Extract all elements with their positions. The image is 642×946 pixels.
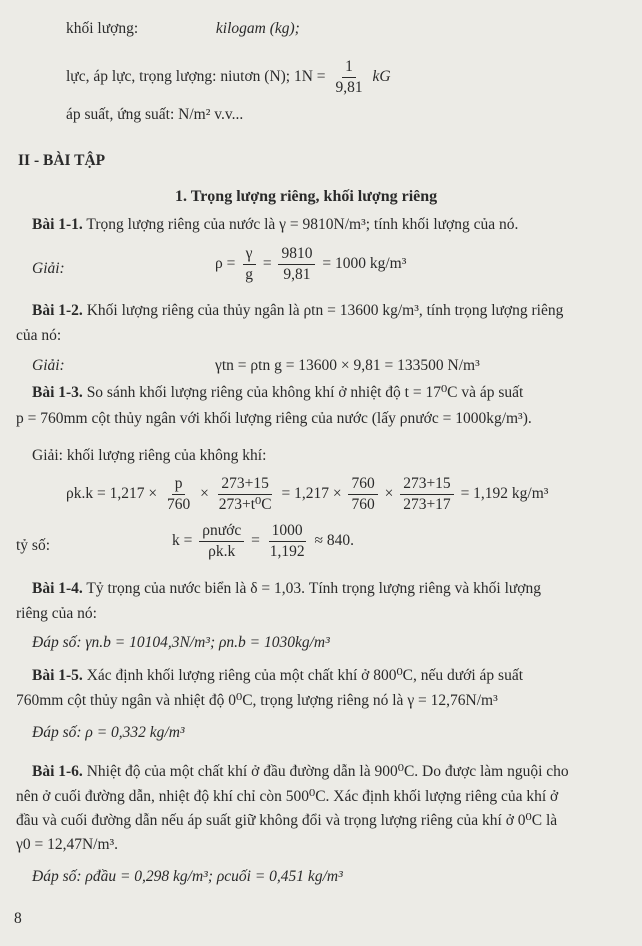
p3-ratio-label: tỷ số:	[16, 537, 51, 554]
problem-1-2-line1: Bài 1-2. Khối lượng riêng của thủy ngân là ρtn = 13600 kg/m³, tính trọng lượng riêng	[32, 302, 564, 319]
mass-unit: kilogam (kg);	[215, 20, 300, 37]
problem-1-3-line2: p = 760mm cột thủy ngân với khối lượng riêng của nước (lấy ρnước = 1000kg/m³).	[16, 410, 532, 427]
p4-answer: Đáp số: γn.b = 10104,3N/m³; ρn.b = 1030kg/m³	[32, 634, 330, 651]
problem-1-6-line1: Bài 1-6. Nhiệt độ của một chất khí ở đầu đường dẫn là 900⁰C. Do được làm nguội cho	[32, 763, 569, 780]
problem-1-5-line1: Bài 1-5. Xác định khối lượng riêng của một chất khí ở 800⁰C, nếu dưới áp suất	[32, 667, 524, 684]
units-pressure-line: áp suất, ứng suất: N/m² v.v...	[66, 106, 244, 123]
units-mass-line	[66, 20, 300, 39]
problem-1-4-line2: riêng của nó:	[16, 605, 97, 622]
units-force-line	[66, 58, 391, 97]
force-label: lực, áp lực, trọng lượng: niutơn (N); 1N =	[66, 67, 326, 85]
force-unit: kG	[372, 67, 391, 85]
problem-1-5-line2: 760mm cột thủy ngân và nhiệt độ 0⁰C, trọng lượng riêng nó là γ = 12,76N/m³	[16, 692, 498, 709]
problem-1-2-line2: của nó:	[16, 327, 62, 344]
problem-1-1: Bài 1-1. Trọng lượng riêng của nước là γ = 9810N/m³; tính khối lượng của nó.	[32, 216, 519, 233]
force-fraction: $\frac{1}{9,81}$	[335, 58, 363, 96]
subsection-title: 1. Trọng lượng riêng, khối lượng riêng	[175, 188, 438, 205]
p2-giai: Giải:	[32, 357, 65, 374]
section-title: II - BÀI TẬP	[18, 152, 106, 169]
page-number: 8	[14, 910, 22, 927]
problem-1-3-line1: Bài 1-3. So sánh khối lượng riêng của không khí ở nhiệt độ t = 17⁰C và áp suất	[32, 384, 524, 401]
p3-ratio-equation: k = $\frac{\text{ρnước}}{\rho k.k}$ = $\frac{1000}{1,192}$ ≈ 840.	[172, 522, 354, 560]
p3-giai: Giải: khối lượng riêng của không khí:	[32, 447, 267, 464]
problem-1-4-line1: Bài 1-4. Tỷ trọng của nước biển là δ = 1,03. Tính trọng lượng riêng và khối lượng	[32, 580, 541, 597]
p6-answer: Đáp số: ρđầu = 0,298 kg/m³; ρcuối = 0,451 kg/m³	[32, 868, 343, 885]
p3-equation: ρk.k = 1,217 × $\frac{p}{760}$ × $\frac{273+15}{\text{273+t⁰C}}$ = 1,217 × $\frac{760}{760}$ × $\frac{273+15}{273+17}$ = 1,192 kg/m³	[66, 475, 549, 513]
p2-equation: γtn = ρtn g = 13600 × 9,81 = 133500 N/m³	[215, 357, 480, 374]
problem-1-6-line3: đầu và cuối đường dẫn nếu áp suất giữ không đổi và trọng lượng riêng của khí ở 0⁰C là	[16, 812, 558, 829]
p1-giai: Giải:	[32, 260, 65, 277]
problem-1-6-line2: nên ở cuối đường dẫn, nhiệt độ khí chỉ còn 500⁰C. Xác định khối lượng riêng của khí ở	[16, 788, 559, 805]
p5-answer: Đáp số: ρ = 0,332 kg/m³	[32, 724, 185, 741]
mass-label: khối lượng:	[66, 20, 139, 37]
p1-equation: ρ = $\frac{\gamma}{g}$ = $\frac{9810}{9,81}$ = 1000 kg/m³	[215, 245, 407, 283]
problem-1-6-line4: γ0 = 12,47N/m³.	[16, 836, 119, 853]
